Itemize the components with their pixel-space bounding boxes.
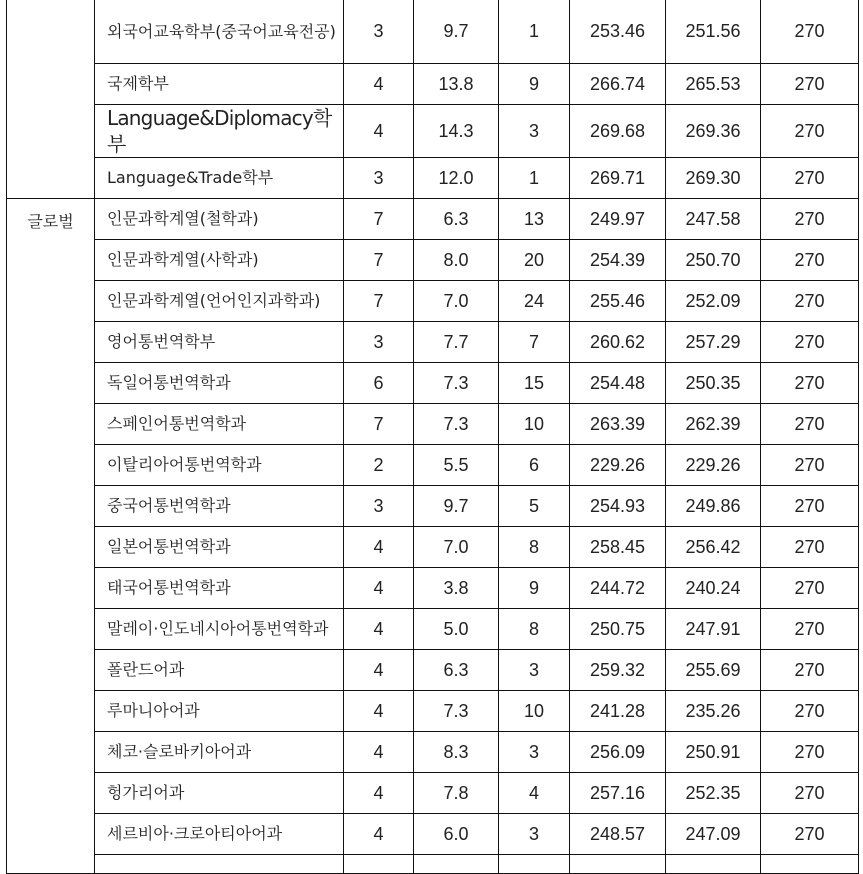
table-row: [7, 773, 859, 814]
value-cell: 270: [761, 105, 859, 158]
table-row: [7, 199, 859, 240]
value-cell: 8: [499, 609, 570, 650]
value-cell: 10: [499, 404, 570, 445]
value-cell: 262.39: [666, 404, 761, 445]
table-row: [7, 281, 859, 322]
value-cell: 269.68: [570, 105, 666, 158]
value-cell: 13: [499, 199, 570, 240]
dept-cell: 인문과학계열(철학과): [95, 199, 344, 240]
dept-cell: [95, 855, 344, 874]
value-cell: 270: [761, 0, 859, 64]
value-cell: 259.32: [570, 650, 666, 691]
value-cell: 7: [344, 404, 414, 445]
dept-cell: 폴란드어과: [95, 650, 344, 691]
table-row: [7, 486, 859, 527]
value-cell: 12.0: [414, 158, 499, 199]
value-cell: 250.91: [666, 732, 761, 773]
table-row: [7, 814, 859, 855]
value-cell: 15: [499, 363, 570, 404]
value-cell: 254.39: [570, 240, 666, 281]
value-cell: 4: [344, 814, 414, 855]
value-cell: 3: [499, 105, 570, 158]
value-cell: 247.91: [666, 609, 761, 650]
value-cell: 270: [761, 64, 859, 105]
dept-cell: 이탈리아어통번역학과: [95, 445, 344, 486]
value-cell: 7: [344, 240, 414, 281]
value-cell: 7.7: [414, 322, 499, 363]
dept-cell: 외국어교육학부(중국어교육전공): [95, 0, 344, 64]
value-cell: 13.8: [414, 64, 499, 105]
value-cell: 9: [499, 64, 570, 105]
value-cell: 254.93: [570, 486, 666, 527]
table-row: [7, 363, 859, 404]
value-cell: 6.0: [414, 814, 499, 855]
value-cell: 4: [344, 609, 414, 650]
table-row: [7, 732, 859, 773]
value-cell: 20: [499, 240, 570, 281]
value-cell: 3: [344, 0, 414, 64]
dept-cell: 말레이·인도네시아어통번역학과: [95, 609, 344, 650]
value-cell: 269.30: [666, 158, 761, 199]
value-cell: [499, 855, 570, 874]
value-cell: 244.72: [570, 568, 666, 609]
value-cell: 14.3: [414, 105, 499, 158]
value-cell: 3: [499, 650, 570, 691]
dept-cell: 중국어통번역학과: [95, 486, 344, 527]
value-cell: 270: [761, 240, 859, 281]
table-row: [7, 0, 859, 64]
dept-cell: 독일어통번역학과: [95, 363, 344, 404]
value-cell: 6.3: [414, 650, 499, 691]
value-cell: 4: [344, 527, 414, 568]
value-cell: 247.09: [666, 814, 761, 855]
value-cell: 270: [761, 363, 859, 404]
value-cell: 270: [761, 814, 859, 855]
dept-cell: Language&Trade학부: [95, 158, 344, 199]
value-cell: 4: [344, 650, 414, 691]
value-cell: 4: [344, 773, 414, 814]
value-cell: 250.35: [666, 363, 761, 404]
table-row: [7, 650, 859, 691]
value-cell: 7.0: [414, 281, 499, 322]
dept-cell: 일본어통번역학과: [95, 527, 344, 568]
value-cell: 229.26: [570, 445, 666, 486]
dept-cell: 루마니아어과: [95, 691, 344, 732]
value-cell: 248.57: [570, 814, 666, 855]
value-cell: 9.7: [414, 486, 499, 527]
table-row: [7, 568, 859, 609]
dept-cell: 스페인어통번역학과: [95, 404, 344, 445]
dept-cell: 체코·슬로바키아어과: [95, 732, 344, 773]
group-cell-global: 글로벌: [7, 199, 95, 874]
dept-cell: 태국어통번역학과: [95, 568, 344, 609]
table-row: [7, 855, 859, 874]
value-cell: 252.09: [666, 281, 761, 322]
value-cell: 269.71: [570, 158, 666, 199]
value-cell: 229.26: [666, 445, 761, 486]
value-cell: 6: [344, 363, 414, 404]
value-cell: 3.8: [414, 568, 499, 609]
table-row: [7, 691, 859, 732]
value-cell: 263.39: [570, 404, 666, 445]
value-cell: 270: [761, 158, 859, 199]
value-cell: 7.3: [414, 404, 499, 445]
value-cell: 270: [761, 732, 859, 773]
value-cell: 270: [761, 650, 859, 691]
value-cell: 235.26: [666, 691, 761, 732]
dept-cell: 국제학부: [95, 64, 344, 105]
value-cell: 270: [761, 527, 859, 568]
value-cell: [761, 855, 859, 874]
value-cell: 9: [499, 568, 570, 609]
value-cell: 10: [499, 691, 570, 732]
value-cell: 9.7: [414, 0, 499, 64]
value-cell: 7: [499, 322, 570, 363]
dept-cell: 영어통번역학부: [95, 322, 344, 363]
value-cell: 5.5: [414, 445, 499, 486]
value-cell: 7.8: [414, 773, 499, 814]
value-cell: 250.75: [570, 609, 666, 650]
value-cell: 254.48: [570, 363, 666, 404]
value-cell: 6.3: [414, 199, 499, 240]
value-cell: 1: [499, 0, 570, 64]
table-row: [7, 609, 859, 650]
admission-results-table: [6, 0, 859, 874]
table-row: [7, 322, 859, 363]
value-cell: 270: [761, 691, 859, 732]
value-cell: 240.24: [666, 568, 761, 609]
value-cell: 8.0: [414, 240, 499, 281]
value-cell: [414, 855, 499, 874]
value-cell: 253.46: [570, 0, 666, 64]
value-cell: 270: [761, 199, 859, 240]
value-cell: 6: [499, 445, 570, 486]
value-cell: 8: [499, 527, 570, 568]
value-cell: 256.42: [666, 527, 761, 568]
value-cell: 257.29: [666, 322, 761, 363]
table-row: [7, 158, 859, 199]
value-cell: 250.70: [666, 240, 761, 281]
table-row: [7, 527, 859, 568]
value-cell: 3: [344, 158, 414, 199]
value-cell: 270: [761, 609, 859, 650]
value-cell: 7.3: [414, 363, 499, 404]
value-cell: 3: [499, 814, 570, 855]
table-body: [7, 0, 859, 874]
table-row: [7, 240, 859, 281]
value-cell: 4: [344, 732, 414, 773]
value-cell: 270: [761, 568, 859, 609]
value-cell: 260.62: [570, 322, 666, 363]
value-cell: 3: [344, 322, 414, 363]
dept-cell: 헝가리어과: [95, 773, 344, 814]
value-cell: 258.45: [570, 527, 666, 568]
table-row: [7, 445, 859, 486]
value-cell: 255.46: [570, 281, 666, 322]
value-cell: 257.16: [570, 773, 666, 814]
table-row: [7, 404, 859, 445]
value-cell: 249.86: [666, 486, 761, 527]
table-row: [7, 64, 859, 105]
dept-cell: 세르비아·크로아티아어과: [95, 814, 344, 855]
value-cell: 4: [344, 64, 414, 105]
value-cell: 270: [761, 404, 859, 445]
value-cell: 269.36: [666, 105, 761, 158]
table-row: [7, 105, 859, 158]
value-cell: 1: [499, 158, 570, 199]
value-cell: 247.58: [666, 199, 761, 240]
value-cell: [344, 855, 414, 874]
value-cell: 252.35: [666, 773, 761, 814]
value-cell: 3: [344, 486, 414, 527]
value-cell: 5: [499, 486, 570, 527]
value-cell: [666, 855, 761, 874]
value-cell: 270: [761, 445, 859, 486]
value-cell: 256.09: [570, 732, 666, 773]
value-cell: 7: [344, 199, 414, 240]
value-cell: 270: [761, 281, 859, 322]
value-cell: 265.53: [666, 64, 761, 105]
value-cell: 3: [499, 732, 570, 773]
value-cell: 255.69: [666, 650, 761, 691]
value-cell: 8.3: [414, 732, 499, 773]
value-cell: 4: [344, 691, 414, 732]
value-cell: 266.74: [570, 64, 666, 105]
dept-cell: 인문과학계열(사학과): [95, 240, 344, 281]
value-cell: 4: [344, 105, 414, 158]
value-cell: 270: [761, 486, 859, 527]
value-cell: 270: [761, 773, 859, 814]
dept-cell: 인문과학계열(언어인지과학과): [95, 281, 344, 322]
value-cell: 4: [499, 773, 570, 814]
value-cell: 7.3: [414, 691, 499, 732]
value-cell: 270: [761, 322, 859, 363]
value-cell: 7: [344, 281, 414, 322]
value-cell: 7.0: [414, 527, 499, 568]
dept-cell: Language&Diplomacy학부: [95, 105, 344, 158]
value-cell: 2: [344, 445, 414, 486]
group-cell-top: [7, 0, 95, 199]
value-cell: 5.0: [414, 609, 499, 650]
value-cell: 24: [499, 281, 570, 322]
value-cell: [570, 855, 666, 874]
value-cell: 241.28: [570, 691, 666, 732]
value-cell: 249.97: [570, 199, 666, 240]
value-cell: 4: [344, 568, 414, 609]
value-cell: 251.56: [666, 0, 761, 64]
